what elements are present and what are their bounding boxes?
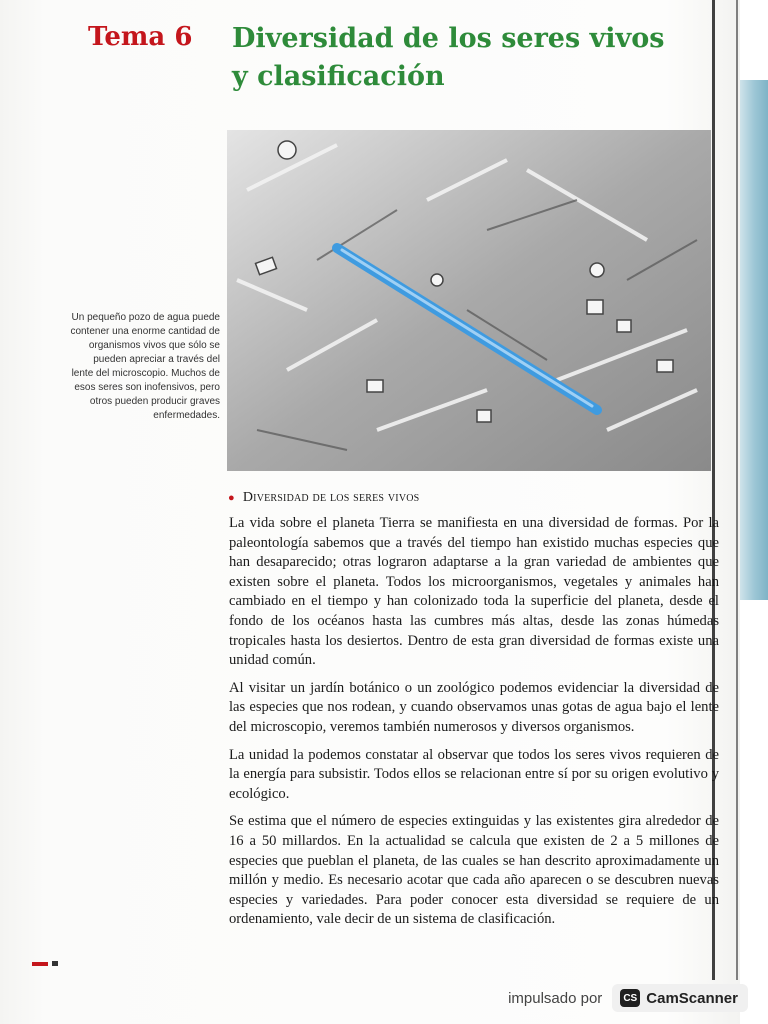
paragraph: La unidad la podemos constatar al observar que todos los seres vivos requieren de la energía para subsistir. Todos ellos se relacionan entre sí por su origen evolutivo y ecológico. bbox=[229, 746, 719, 802]
paragraph: Se estima que el número de especies extinguidas y las existentes gira alrededor de 16 a 50 millardos. En la actualidad se calcula que existen de 2 a 5 millones de especies que pueblan el planeta, de las cuales se han descrito aproximadamente un millón y medio. Es necesario acotar que cada año aparecen o se descubren nuevas especies y variedades. Para poder conocer esta diversidad se requiere de un ordenamiento, vale decir de un sistema de clasificación. bbox=[229, 813, 719, 928]
camscanner-watermark bbox=[508, 982, 748, 1014]
camscanner-badge bbox=[612, 984, 748, 1012]
watermark-brand: CamScanner bbox=[646, 989, 738, 1007]
red-bullet-icon: ● bbox=[228, 492, 235, 504]
page-edge-line bbox=[736, 0, 738, 980]
paragraph: Al visitar un jardín botánico o un zoológico podemos evidenciar la diversidad de las especies que nos rodean, y cuando observamos unas gotas de agua bajo el lente del microscopio, veremos también numerosos y diversos organismos. bbox=[229, 679, 719, 735]
photo-caption: Un pequeño pozo de agua puede contener una enorme cantidad de organismos vivos que sólo se pueden apreciar a través del lente del microscopio. Muchos de esos seres son inofensivos, pero otros pueden producir graves enfermedades. bbox=[70, 312, 220, 421]
paragraph: La vida sobre el planeta Tierra se manifiesta en una diversidad de formas. Por la paleontología sabemos que a través del tiempo han existido muchas especies que han desaparecido; otras lograron adaptarse a la gran variedad de ambientes que existen sobre el planeta. Todos los microorganismos, vegetales y animales han cambiado en el tiempo y han colonizado toda la superficie del planeta, desde el fondo de los océanos hasta las cumbres más altas, desde las zonas húmedas tropicales hasta los desiertos. Dentro de esta gran diversidad de formas existe una unidad común. bbox=[229, 515, 719, 669]
chapter-title bbox=[232, 20, 712, 96]
chapter-title-line-1: Diversidad de los seres vivos bbox=[232, 23, 665, 54]
next-page-edge bbox=[740, 80, 768, 600]
camscanner-logo-icon: CS bbox=[620, 989, 640, 1007]
diatoms-illustration bbox=[227, 130, 711, 471]
section-body bbox=[229, 514, 719, 938]
section-heading bbox=[228, 490, 419, 506]
microscope-photo bbox=[227, 130, 711, 471]
chapter-number: Tema 6 bbox=[88, 22, 193, 52]
section-heading-text: Diversidad de los seres vivos bbox=[242, 490, 420, 505]
footer-mark bbox=[32, 962, 48, 966]
chapter-title-line-2: y clasificación bbox=[232, 61, 445, 92]
footer-mark-dot bbox=[52, 961, 58, 966]
watermark-prefix: impulsado por bbox=[508, 989, 603, 1007]
